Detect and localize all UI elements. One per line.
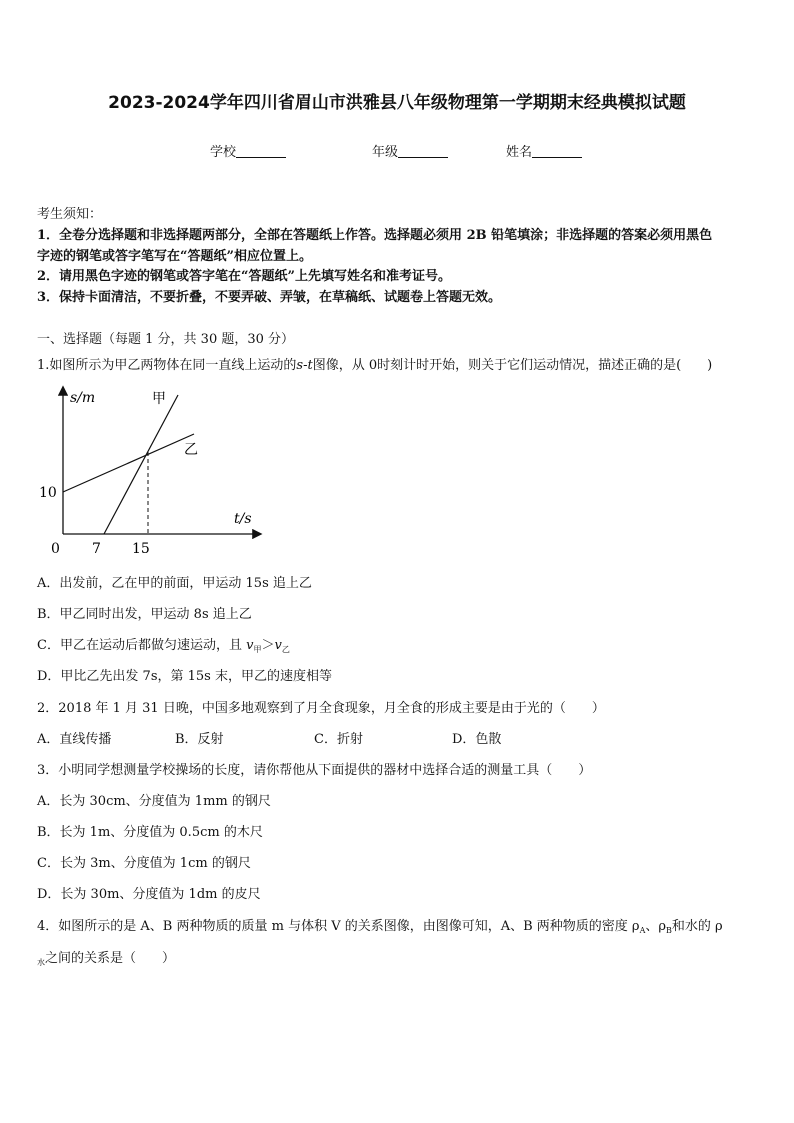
notice-item-3: 3．保持卡面清洁，不要折叠，不要弄破、弄皱，在草稿纸、试题卷上答题无效。 bbox=[37, 290, 502, 305]
q4-sub-b: B bbox=[666, 926, 672, 935]
q4-mid2: 和水的 ρ bbox=[671, 919, 723, 934]
q1-stem-pre: 1.如图所示为甲乙两物体在同一直线上运动的 bbox=[37, 358, 297, 373]
grade-field bbox=[372, 141, 448, 160]
school-blank[interactable] bbox=[236, 145, 286, 158]
q2-option-d[interactable]: D．色散 bbox=[452, 732, 502, 747]
notice-item-2: 2．请用黑色字迹的钢笔或答字笔在“答题纸”上先填写姓名和准考证号。 bbox=[37, 269, 452, 284]
line-yi bbox=[63, 434, 194, 492]
grade-blank[interactable] bbox=[398, 145, 448, 158]
q3-stem: 3．小明同学想测量学校操场的长度，请你帮他从下面提供的器材中选择合适的测量工具（ ） bbox=[37, 763, 592, 778]
q3-option-c[interactable]: C．长为 3m、分度值为 1cm 的钢尺 bbox=[37, 856, 251, 871]
grade-label: 年级 bbox=[372, 145, 399, 160]
x-tick-15: 15 bbox=[132, 541, 150, 557]
line-yi-label: 乙 bbox=[184, 442, 198, 458]
q2-option-c[interactable]: C．折射 bbox=[314, 732, 363, 747]
q2-option-b[interactable]: B．反射 bbox=[175, 732, 224, 747]
school-label: 学校 bbox=[210, 145, 237, 160]
q2-option-a[interactable]: A．直线传播 bbox=[37, 732, 112, 747]
q4-sub-a: A bbox=[639, 926, 646, 935]
line-jia-label: 甲 bbox=[152, 391, 166, 407]
name-label: 姓名 bbox=[506, 145, 533, 160]
q1-v2-sub: 乙 bbox=[281, 645, 290, 654]
name-blank[interactable] bbox=[532, 145, 582, 158]
q4-sub-water: 水 bbox=[37, 958, 45, 967]
q1-v1: v bbox=[246, 638, 254, 653]
st-graph bbox=[36, 382, 276, 560]
q2-stem: 2．2018 年 1 月 31 日晚，中国多地观察到了月全食现象，月全食的形成主要是由于光的（ ） bbox=[37, 701, 605, 716]
q3-option-a[interactable]: A．长为 30cm、分度值为 1mm 的钢尺 bbox=[37, 794, 271, 809]
y-tick-10: 10 bbox=[39, 485, 57, 501]
q4-stem-line2 bbox=[37, 947, 175, 968]
q4-stem-b: 之间的关系是（ ） bbox=[45, 951, 176, 966]
y-axis-label: s/m bbox=[70, 390, 96, 406]
q1-stem-st: s-t bbox=[296, 358, 313, 373]
q1-v1-sub: 甲 bbox=[253, 645, 262, 654]
section-heading: 一、选择题（每题 1 分，共 30 题，30 分） bbox=[37, 332, 295, 347]
school-field bbox=[210, 141, 286, 160]
page-title: 2023-2024学年四川省眉山市洪雅县八年级物理第一学期期末经典模拟试题 bbox=[108, 93, 686, 113]
name-field bbox=[506, 141, 582, 160]
q1-stem-post: 图像，从 0时刻计时开始，则关于它们运动情况，描述正确的是( ) bbox=[312, 358, 713, 373]
x-tick-0: 0 bbox=[51, 541, 60, 557]
q1-v2: v bbox=[274, 638, 282, 653]
q1-gt: ＞ bbox=[261, 638, 275, 653]
q3-option-b[interactable]: B．长为 1m、分度值为 0.5cm 的木尺 bbox=[37, 825, 263, 840]
q4-mid1: 、ρ bbox=[645, 919, 667, 934]
notice-item-1a: 1．全卷分选择题和非选择题两部分，全部在答题纸上作答。选择题必须用 2B 铅笔填涂；非选择题的答案必须用黑色 bbox=[37, 228, 713, 243]
q1-option-c[interactable] bbox=[37, 634, 290, 655]
q1-stem bbox=[37, 354, 712, 373]
q4-stem-line1 bbox=[37, 915, 723, 935]
q4-stem-a: 4．如图所示的是 A、B 两种物质的质量 m 与体积 V 的关系图像，由图像可知，A、B 两种物质的密度 ρ bbox=[37, 919, 640, 934]
notice-heading: 考生须知： bbox=[37, 207, 103, 222]
q1-option-a[interactable]: A．出发前，乙在甲的前面，甲运动 15s 追上乙 bbox=[37, 576, 312, 591]
x-tick-7: 7 bbox=[92, 541, 101, 557]
q1-option-b[interactable]: B．甲乙同时出发，甲运动 8s 追上乙 bbox=[37, 607, 252, 622]
q1-option-d[interactable]: D．甲比乙先出发 7s，第 15s 末，甲乙的速度相等 bbox=[37, 669, 332, 684]
line-jia bbox=[104, 395, 178, 534]
notice-item-1b: 字迹的钢笔或答字笔写在“答题纸”相应位置上。 bbox=[37, 249, 312, 264]
q3-option-d[interactable]: D．长为 30m、分度值为 1dm 的皮尺 bbox=[37, 887, 261, 902]
q1-option-c-text: C．甲乙在运动后都做匀速运动，且 bbox=[37, 638, 242, 653]
x-axis-label: t/s bbox=[234, 511, 252, 527]
